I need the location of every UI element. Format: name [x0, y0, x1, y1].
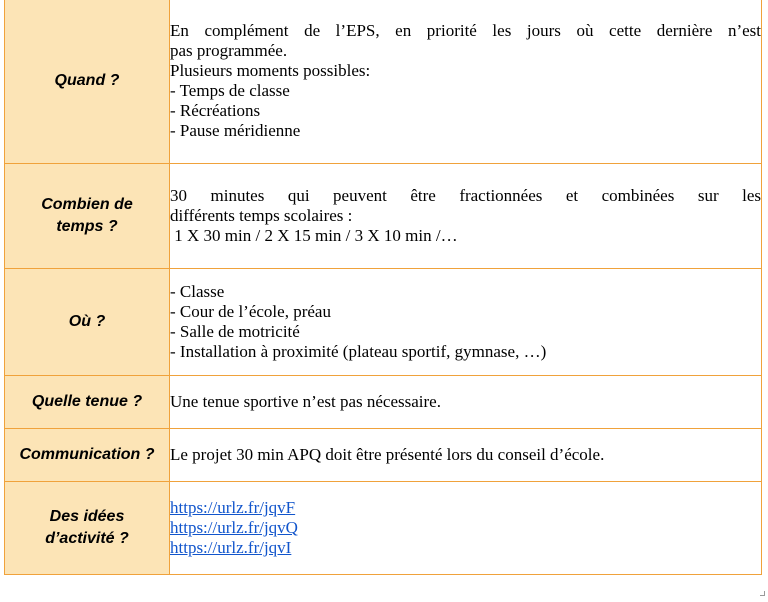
row-content-communication	[170, 429, 762, 482]
row-combien-de-temps	[5, 164, 762, 269]
activity-link[interactable]: https://urlz.fr/jqvI	[170, 538, 292, 557]
row-ou	[5, 269, 762, 376]
text-line: 1 X 30 min / 2 X 15 min / 3 X 10 min /…	[170, 226, 458, 245]
row-content-quelle-tenue	[170, 376, 762, 429]
text-line: différents temps scolaires :	[170, 206, 353, 225]
text-line: pas programmée.	[170, 41, 288, 60]
row-content-combien-de-temps	[170, 164, 762, 269]
row-content-idees-activite	[170, 482, 762, 575]
info-table	[4, 0, 762, 575]
label-text-line2: temps ?	[56, 218, 118, 235]
list-item: - Classe	[170, 282, 225, 301]
text-line: 30 minutes qui peuvent être fractionnées et combinées sur les	[170, 186, 761, 205]
table-resize-handle[interactable]	[760, 591, 765, 596]
text-line: Plusieurs moments possibles:	[170, 61, 371, 80]
label-text: Où ?	[68, 313, 106, 330]
list-item: - Pause méridienne	[170, 121, 301, 140]
row-label-quelle-tenue	[5, 376, 170, 429]
list-item: - Installation à proximité (plateau sportif, gymnase, …)	[170, 342, 547, 361]
label-text: Communication ?	[19, 446, 155, 463]
row-label-quand	[5, 0, 170, 164]
activity-link[interactable]: https://urlz.fr/jqvQ	[170, 518, 298, 537]
activity-link[interactable]: https://urlz.fr/jqvF	[170, 498, 296, 517]
list-item: - Temps de classe	[170, 81, 290, 100]
row-quand	[5, 0, 762, 164]
list-item: - Salle de motricité	[170, 322, 300, 341]
row-label-communication	[5, 429, 170, 482]
text-line: Le projet 30 min APQ doit être présenté lors du conseil d’école.	[170, 445, 605, 464]
list-item: - Récréations	[170, 101, 261, 120]
row-label-ou	[5, 269, 170, 376]
row-label-combien-de-temps	[5, 164, 170, 269]
label-text-line1: Des idées	[49, 508, 125, 525]
label-text-line2: d’activité ?	[45, 530, 129, 547]
row-content-ou	[170, 269, 762, 376]
label-text-line1: Combien de	[41, 196, 133, 213]
label-text: Quelle tenue ?	[31, 393, 143, 410]
row-communication	[5, 429, 762, 482]
row-quelle-tenue	[5, 376, 762, 429]
row-content-quand	[170, 0, 762, 164]
row-label-idees-activite	[5, 482, 170, 575]
text-line: Une tenue sportive n’est pas nécessaire.	[170, 392, 441, 411]
row-idees-activite	[5, 482, 762, 575]
label-text: Quand ?	[54, 72, 120, 89]
list-item: - Cour de l’école, préau	[170, 302, 331, 321]
text-line: En complément de l’EPS, en priorité les jours où cette dernière n’est	[170, 21, 761, 40]
